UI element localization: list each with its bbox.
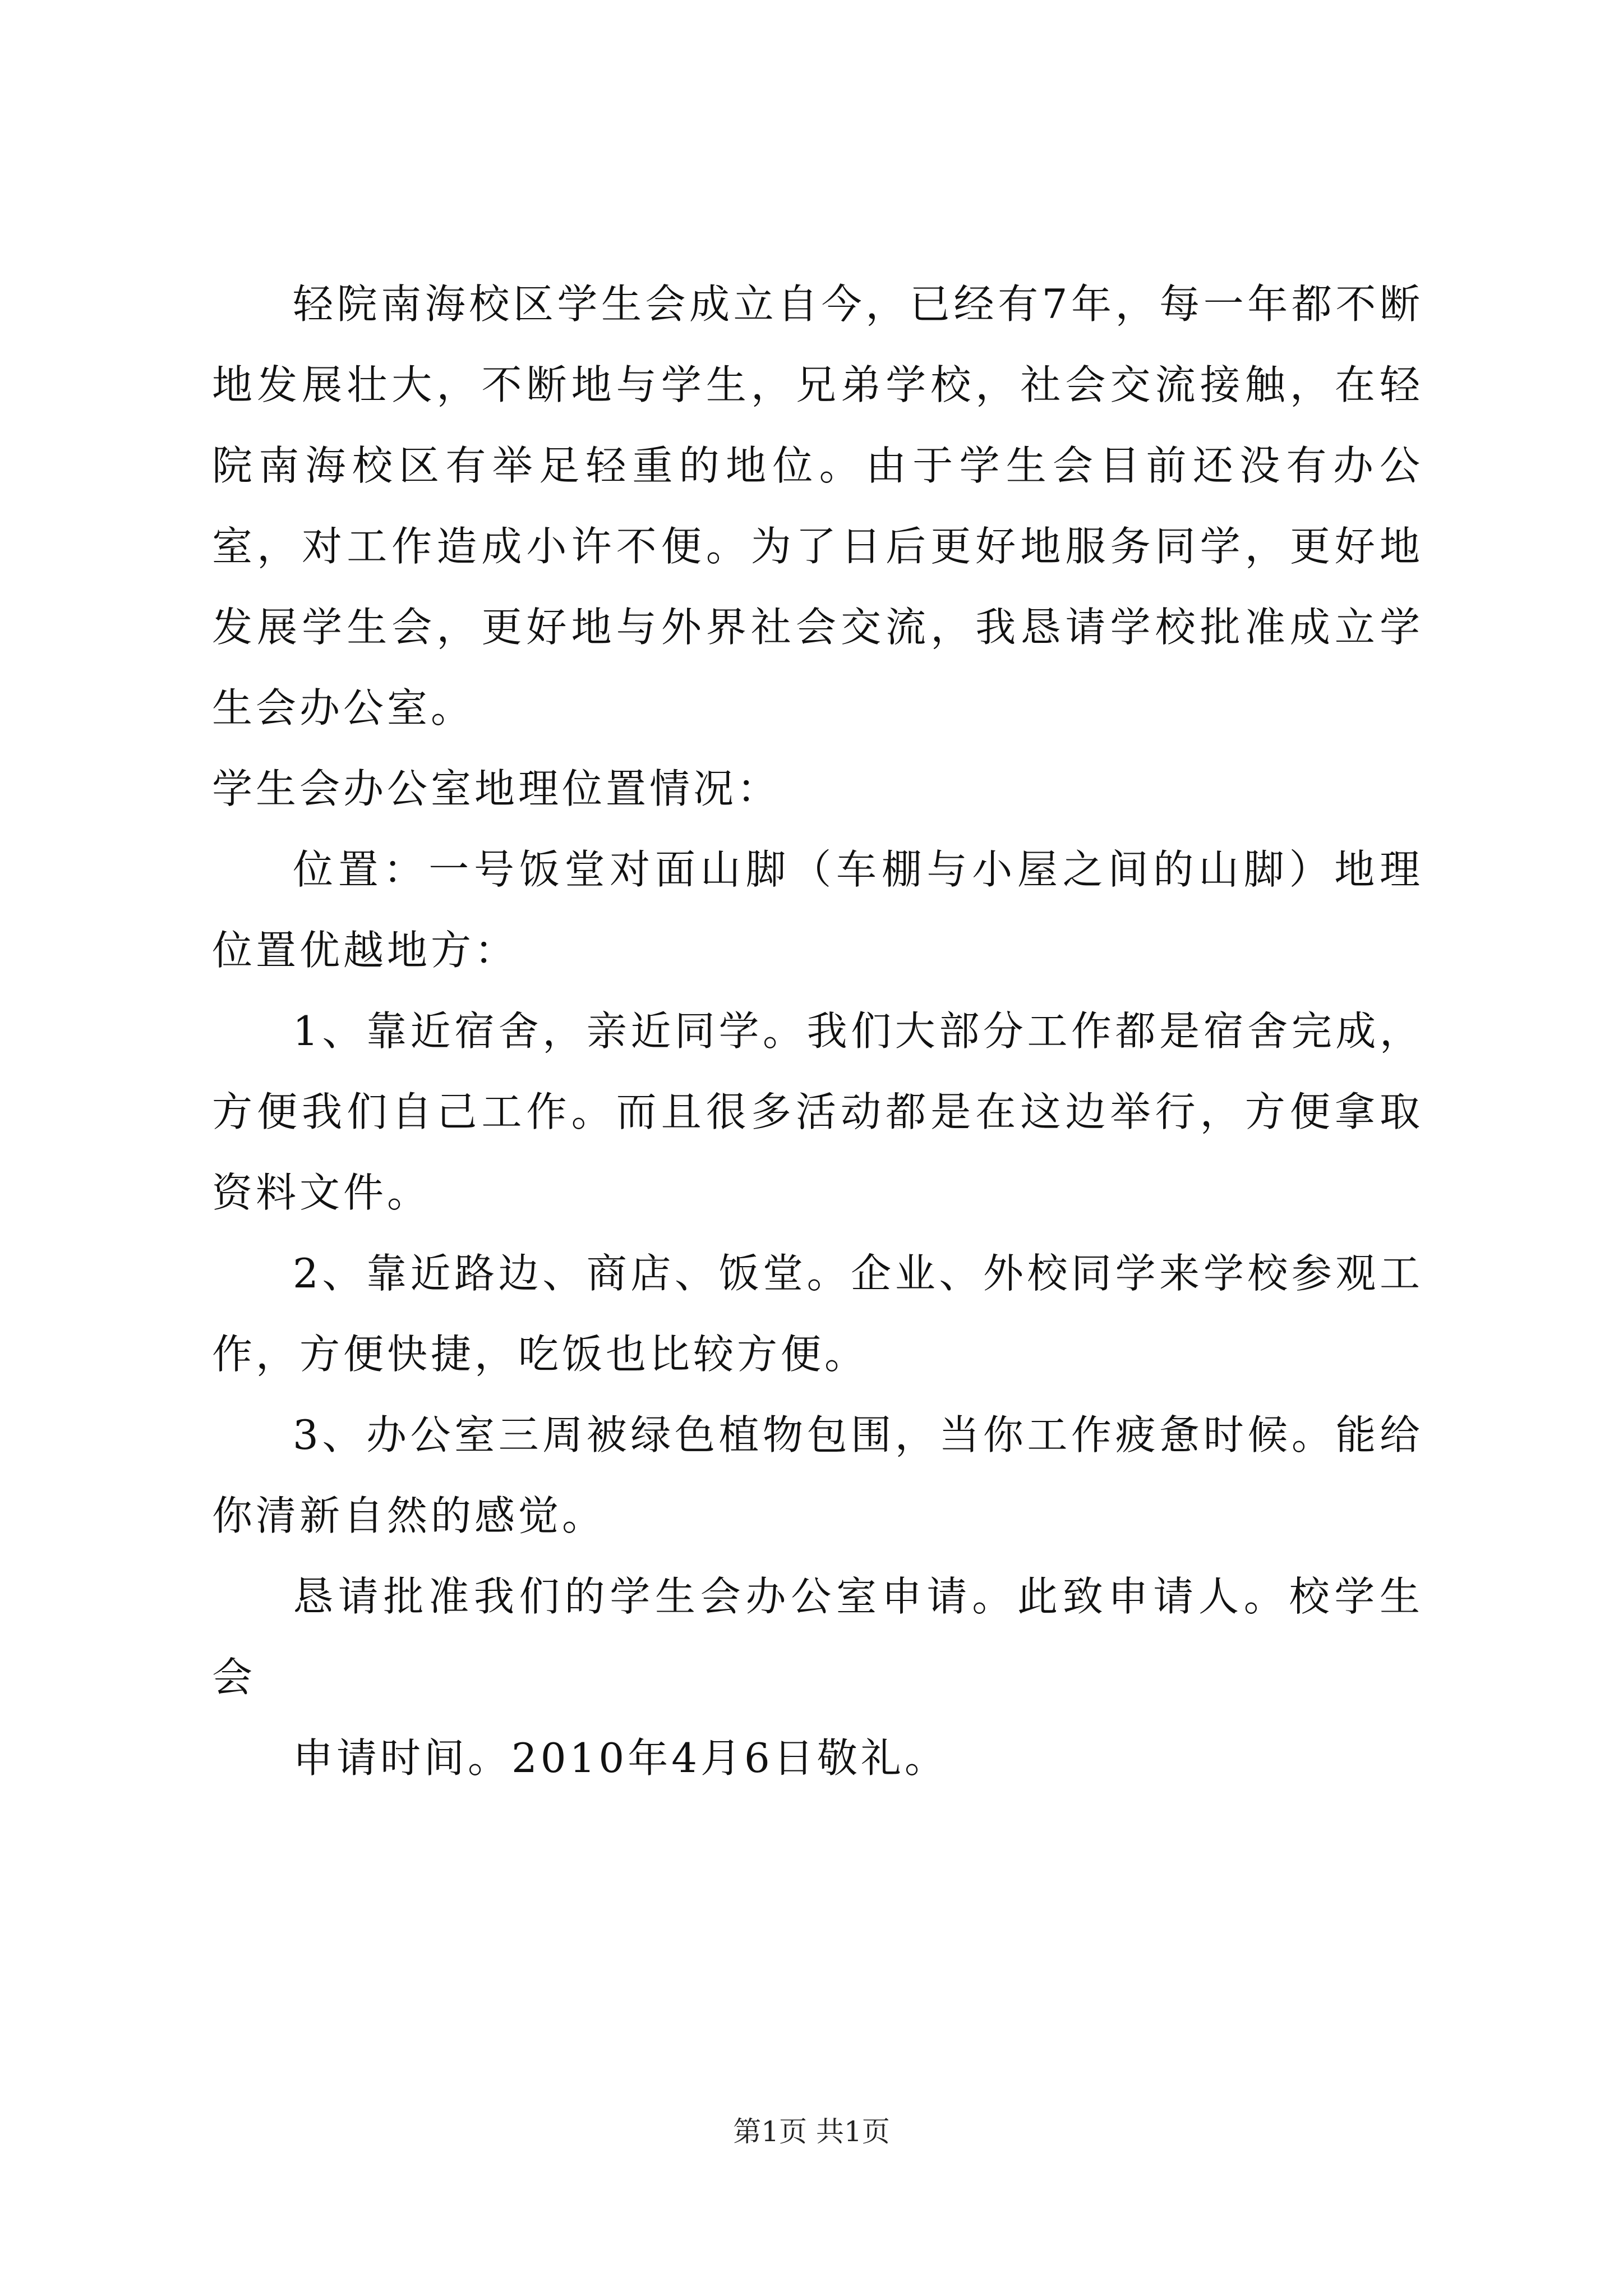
paragraph-point-1: 1、靠近宿舍，亲近同学。我们大部分工作都是宿舍完成，方便我们自己工作。而且很多活动都是在这边举行，方便拿取资料文件。	[212, 1007, 1423, 1216]
page-footer: 第1页 共1页	[733, 2115, 890, 2148]
paragraph-point-3: 3、办公室三周被绿色植物包围，当你工作疲惫时候。能给你清新自然的感觉。	[212, 1411, 1423, 1539]
paragraph-location: 位置：一号饭堂对面山脚（车棚与小屋之间的山脚）地理位置优越地方：	[212, 846, 1423, 974]
paragraph-intro: 轻院南海校区学生会成立自今，已经有7年，每一年都不断地发展壮大，不断地与学生，兄弟学校，社会交流接触，在轻院南海校区有举足轻重的地位。由于学生会目前还没有办公室，对工作造成小许不便。为了日后更好地服务同学，更好地发展学生会，更好地与外界社会交流，我恳请学校批准成立学生会办公室。	[212, 280, 1423, 731]
paragraph-location-heading: 学生会办公室地理位置情况：	[212, 765, 781, 812]
paragraph-point-2: 2、靠近路边、商店、饭堂。企业、外校同学来学校参观工作，方便快捷，吃饭也比较方便。	[212, 1250, 1423, 1378]
paragraph-closing: 恳请批准我们的学生会办公室申请。此致申请人。校学生会	[212, 1573, 1423, 1701]
paragraph-date: 申请时间。2010年4月6日敬礼。	[293, 1734, 948, 1782]
document-body	[212, 264, 1423, 1798]
